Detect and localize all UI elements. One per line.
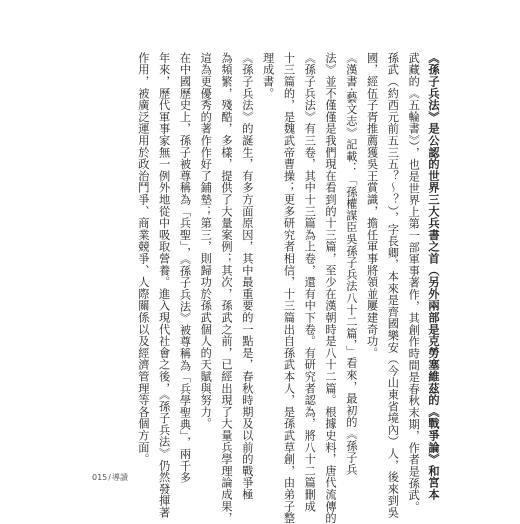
text-line: 《孫子兵法》的誕生，有多方面原因，其中最重要的一點是，春秋時期及以前的戰爭極	[240, 52, 254, 501]
text-line: 《漢書·藝文志》記載：「孫權謀臣吳孫子兵法八十二篇，」看來，最初的《孫子兵	[344, 52, 358, 476]
text-line: 作用，被廣泛運用於政治鬥爭、商業競爭、人際關係以及經濟管理等各個方面。	[136, 52, 150, 465]
text-line: 年來，歷代軍事家無一例外地從中吸取營養。進入現代社會之後，《孫子兵法》仍然發揮著	[157, 52, 171, 519]
page-number: 015	[92, 473, 108, 482]
paragraph	[361, 52, 444, 519]
text-line: 《孫子兵法》有三卷，其中十三篇為上卷，還有中下卷。有研究者認為，將八十二篇刪成	[303, 52, 317, 513]
body-text	[132, 52, 444, 524]
footer-separator: /	[108, 473, 111, 482]
text-line: 在中國歷史上，孫子被尊稱為「兵聖」，《孫子兵法》被尊稱為「兵學聖典」，兩千多	[178, 52, 192, 484]
text-line: 國，經伍子胥推薦獲吳王賞識，擔任軍事將領並屢建奇功。	[365, 52, 379, 359]
text-line: 這為更優秀的著作作好了鋪墊；第三，則歸功於孫武個人的天賦與努力。	[199, 52, 213, 430]
paragraph	[132, 52, 194, 519]
paragraph	[257, 52, 361, 524]
text-line: 孫武（約西元前五三五？～？），字長卿，本來是齊國樂安（今山東省境內）人，後來到吳	[386, 52, 400, 519]
text-line: 法》並不僅僅是我們現在看到的十三篇，至少在漢朝時是八十二篇。根據史料，唐代流傳的	[324, 52, 338, 524]
text-line: 武藏的《五輪書》），也是世界上第一部軍事著作，其創作時間是春秋末期，作者是孫武。	[407, 52, 421, 513]
text-line: 理成書。	[261, 52, 275, 100]
text-line: 為頻繁，殘酷，多樣，提供了大量案例；其次，孫武之前，已經出現了大量兵學理論成果，	[220, 52, 234, 524]
section-title: 導讀	[111, 473, 128, 482]
text-line: 十三篇的，是魏武帝曹操；更多研究者相信，十三篇出自孫武本人，是孫武草創，由弟子整	[282, 52, 296, 524]
paragraph	[194, 52, 256, 524]
text-line: 《孫子兵法》是公認的世界三大兵書之首（另外兩部是克勞塞維茲的《戰爭論》和宮本	[427, 52, 441, 501]
page-footer	[92, 473, 128, 483]
